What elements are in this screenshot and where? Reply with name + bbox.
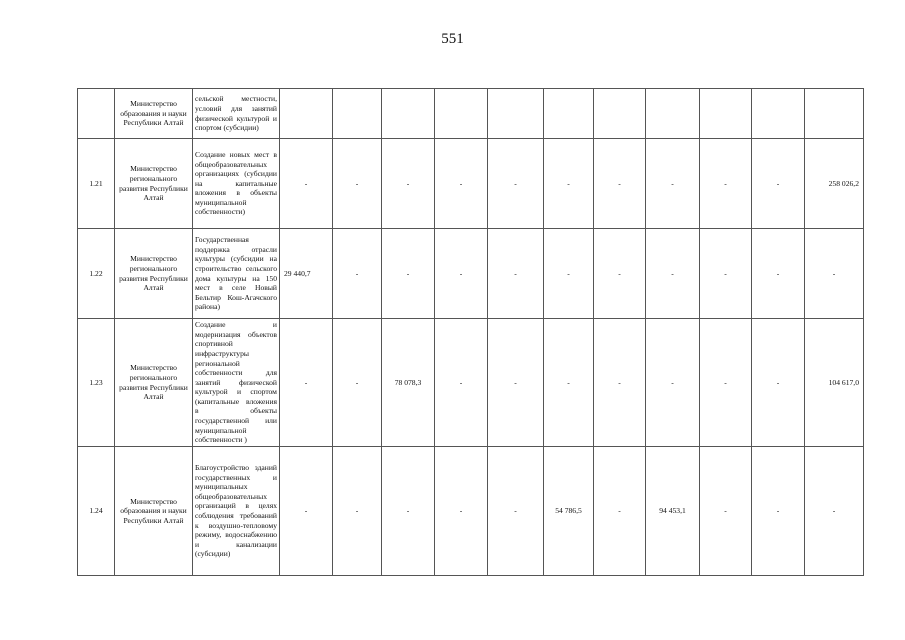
organization-cell: Министерство регионального развития Республики Алтай: [115, 319, 193, 447]
value-cell: -: [382, 229, 435, 319]
description-cell: Благоустройство зданий государственных и муниципальных общеобразовательных организаций в целях соблюдения требований к воздушно-тепловому режиму, водоснабжению и канализации (субсидии): [193, 447, 280, 576]
value-cell: -: [435, 139, 488, 229]
value-cell: 104 617,0: [805, 319, 864, 447]
description-cell: Создание и модернизация объектов спортивной инфраструктуры региональной собственности для занятий физической культурой и спортом (капитальные вложения в объекты государственной или муниципальной собственности ): [193, 319, 280, 447]
row-number-cell: [78, 89, 115, 139]
value-cell: [488, 89, 544, 139]
budget-table: [77, 88, 864, 576]
value-cell: -: [333, 447, 382, 576]
table-row: [78, 229, 864, 319]
value-cell: -: [488, 229, 544, 319]
value-cell: 94 453,1: [646, 447, 700, 576]
value-cell: -: [594, 319, 646, 447]
value-cell: [752, 89, 805, 139]
value-cell: -: [280, 447, 333, 576]
table-row: [78, 89, 864, 139]
value-cell: -: [700, 139, 752, 229]
value-cell: -: [752, 447, 805, 576]
value-cell: -: [594, 139, 646, 229]
value-cell: -: [752, 229, 805, 319]
value-cell: -: [382, 139, 435, 229]
value-cell: -: [646, 229, 700, 319]
description-cell: Государственная поддержка отрасли культуры (субсидии на строительство сельского дома культуры на 150 мест в селе Новый Бельтир Кош-Агачского района): [193, 229, 280, 319]
value-cell: -: [435, 229, 488, 319]
value-cell: -: [646, 319, 700, 447]
value-cell: [594, 89, 646, 139]
value-cell: [700, 89, 752, 139]
description-cell: Создание новых мест в общеобразовательных организациях (субсидии на капитальные вложения в объекты муниципальной собственности): [193, 139, 280, 229]
value-cell: [544, 89, 594, 139]
value-cell: [646, 89, 700, 139]
organization-cell: Министерство образования и науки Республики Алтай: [115, 447, 193, 576]
value-cell: -: [752, 319, 805, 447]
value-cell: -: [488, 139, 544, 229]
value-cell: -: [280, 139, 333, 229]
value-cell: -: [333, 229, 382, 319]
value-cell: [382, 89, 435, 139]
value-cell: 54 786,5: [544, 447, 594, 576]
value-cell: -: [435, 447, 488, 576]
description-cell: сельской местности, условий для занятий физической культурой и спортом (субсидии): [193, 89, 280, 139]
value-cell: -: [488, 319, 544, 447]
value-cell: -: [333, 139, 382, 229]
organization-cell: Министерство образования и науки Республики Алтай: [115, 89, 193, 139]
row-number-cell: 1.23: [78, 319, 115, 447]
value-cell: -: [435, 319, 488, 447]
value-cell: -: [805, 447, 864, 576]
table-row: [78, 447, 864, 576]
value-cell: [805, 89, 864, 139]
value-cell: -: [544, 319, 594, 447]
value-cell: -: [544, 229, 594, 319]
value-cell: -: [700, 229, 752, 319]
value-cell: 29 440,7: [280, 229, 333, 319]
value-cell: -: [488, 447, 544, 576]
value-cell: [435, 89, 488, 139]
value-cell: -: [646, 139, 700, 229]
value-cell: -: [280, 319, 333, 447]
value-cell: 258 026,2: [805, 139, 864, 229]
value-cell: -: [382, 447, 435, 576]
value-cell: -: [752, 139, 805, 229]
row-number-cell: 1.22: [78, 229, 115, 319]
value-cell: -: [700, 447, 752, 576]
value-cell: -: [544, 139, 594, 229]
table-row: [78, 319, 864, 447]
organization-cell: Министерство регионального развития Республики Алтай: [115, 229, 193, 319]
organization-cell: Министерство регионального развития Республики Алтай: [115, 139, 193, 229]
value-cell: -: [594, 229, 646, 319]
table-row: [78, 139, 864, 229]
value-cell: 78 078,3: [382, 319, 435, 447]
value-cell: [280, 89, 333, 139]
row-number-cell: 1.24: [78, 447, 115, 576]
value-cell: -: [333, 319, 382, 447]
value-cell: [333, 89, 382, 139]
page-number: 551: [441, 31, 464, 47]
value-cell: -: [594, 447, 646, 576]
value-cell: -: [805, 229, 864, 319]
value-cell: -: [700, 319, 752, 447]
row-number-cell: 1.21: [78, 139, 115, 229]
